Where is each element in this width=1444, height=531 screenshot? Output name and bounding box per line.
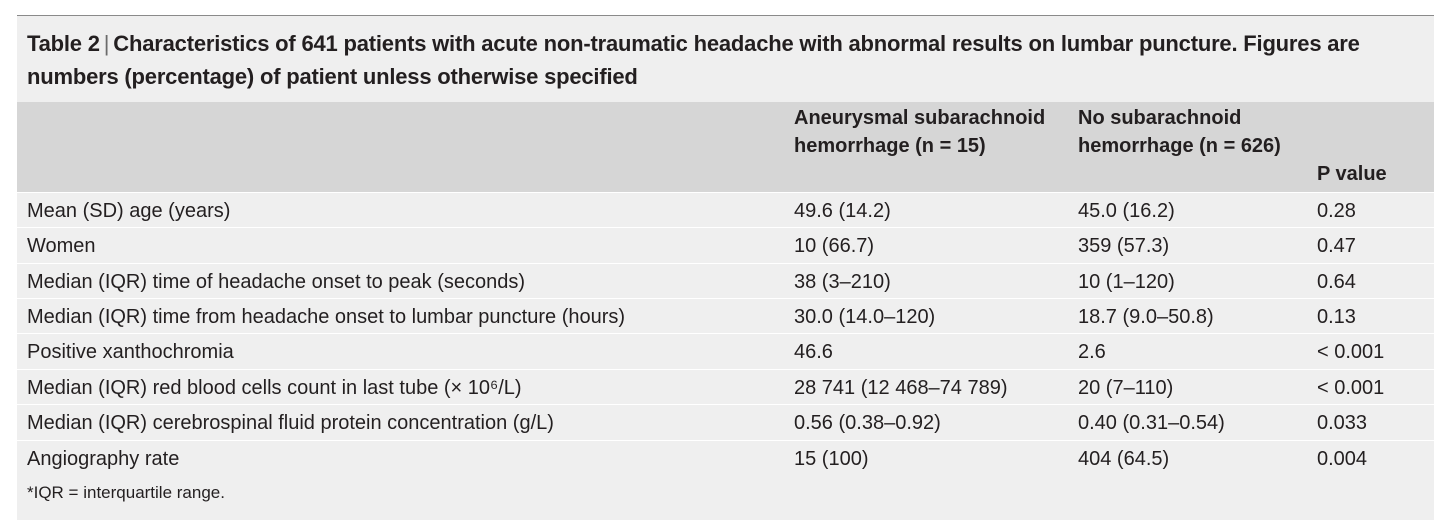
table-footnote: *IQR = interquartile range.	[27, 483, 225, 502]
cell-no-sah: 0.40 (0.31–0.54)	[1078, 412, 1225, 434]
cell-sah: 15 (100)	[794, 448, 869, 470]
row-label: Women	[27, 235, 96, 257]
row-label: Median (IQR) time of headache onset to peak (seconds)	[27, 271, 526, 293]
cell-p-value: 0.033	[1317, 412, 1368, 434]
table-row	[17, 404, 1434, 440]
cell-sah: 10 (66.7)	[794, 235, 875, 257]
cell-no-sah: 359 (57.3)	[1078, 235, 1170, 257]
table-frame	[17, 15, 1434, 520]
cell-no-sah: 10 (1–120)	[1078, 271, 1175, 293]
header-aneurysmal-sah: Aneurysmal subarachnoid hemorrhage (n = 15)	[794, 107, 1046, 157]
cell-sah: 30.0 (14.0–120)	[794, 306, 936, 328]
cell-no-sah: 20 (7–110)	[1078, 377, 1174, 399]
table-row	[17, 227, 1434, 263]
table-row	[17, 298, 1434, 334]
table-header	[17, 102, 1434, 192]
table-row	[17, 263, 1434, 299]
header-no-sah: No subarachnoid hemorrhage (n = 626)	[1078, 107, 1281, 157]
row-label: Median (IQR) cerebrospinal fluid protein concentration (g/L)	[27, 412, 554, 434]
cell-p-value: 0.47	[1317, 235, 1356, 257]
cell-p-value: < 0.001	[1317, 341, 1385, 363]
cell-sah: 38 (3–210)	[794, 271, 891, 293]
cell-sah: 0.56 (0.38–0.92)	[794, 412, 941, 434]
title-separator: |	[103, 31, 110, 56]
cell-sah: 28 741 (12 468–74 789)	[794, 377, 1008, 399]
table-title	[27, 27, 1427, 93]
table-row	[17, 440, 1434, 476]
cell-no-sah: 404 (64.5)	[1078, 448, 1170, 470]
cell-p-value: < 0.001	[1317, 377, 1385, 399]
cell-no-sah: 2.6	[1078, 341, 1106, 363]
table-row	[17, 369, 1434, 405]
row-label: Median (IQR) time from headache onset to lumbar puncture (hours)	[27, 306, 626, 328]
table-caption: Characteristics of 641 patients with acute non-traumatic headache with abnormal results on lumbar puncture. Figures are numbers (percentage) of patient unless otherwise specified	[27, 31, 1360, 89]
row-label: Median (IQR) red blood cells count in last tube (× 10⁶/L)	[27, 377, 522, 399]
cell-sah: 49.6 (14.2)	[794, 200, 891, 222]
cell-no-sah: 45.0 (16.2)	[1078, 200, 1175, 222]
header-p-value: P value	[1317, 163, 1387, 185]
cell-p-value: 0.64	[1317, 271, 1356, 293]
table-row	[17, 333, 1434, 369]
cell-sah: 46.6	[794, 341, 833, 363]
table-number: Table 2	[27, 31, 100, 56]
top-rule	[17, 15, 1434, 16]
cell-p-value: 0.28	[1317, 200, 1356, 222]
row-label: Mean (SD) age (years)	[27, 200, 231, 222]
row-label: Positive xanthochromia	[27, 341, 234, 363]
cell-no-sah: 18.7 (9.0–50.8)	[1078, 306, 1214, 328]
table-row	[17, 192, 1434, 228]
cell-p-value: 0.13	[1317, 306, 1356, 328]
row-label: Angiography rate	[27, 448, 180, 470]
cell-p-value: 0.004	[1317, 448, 1368, 470]
